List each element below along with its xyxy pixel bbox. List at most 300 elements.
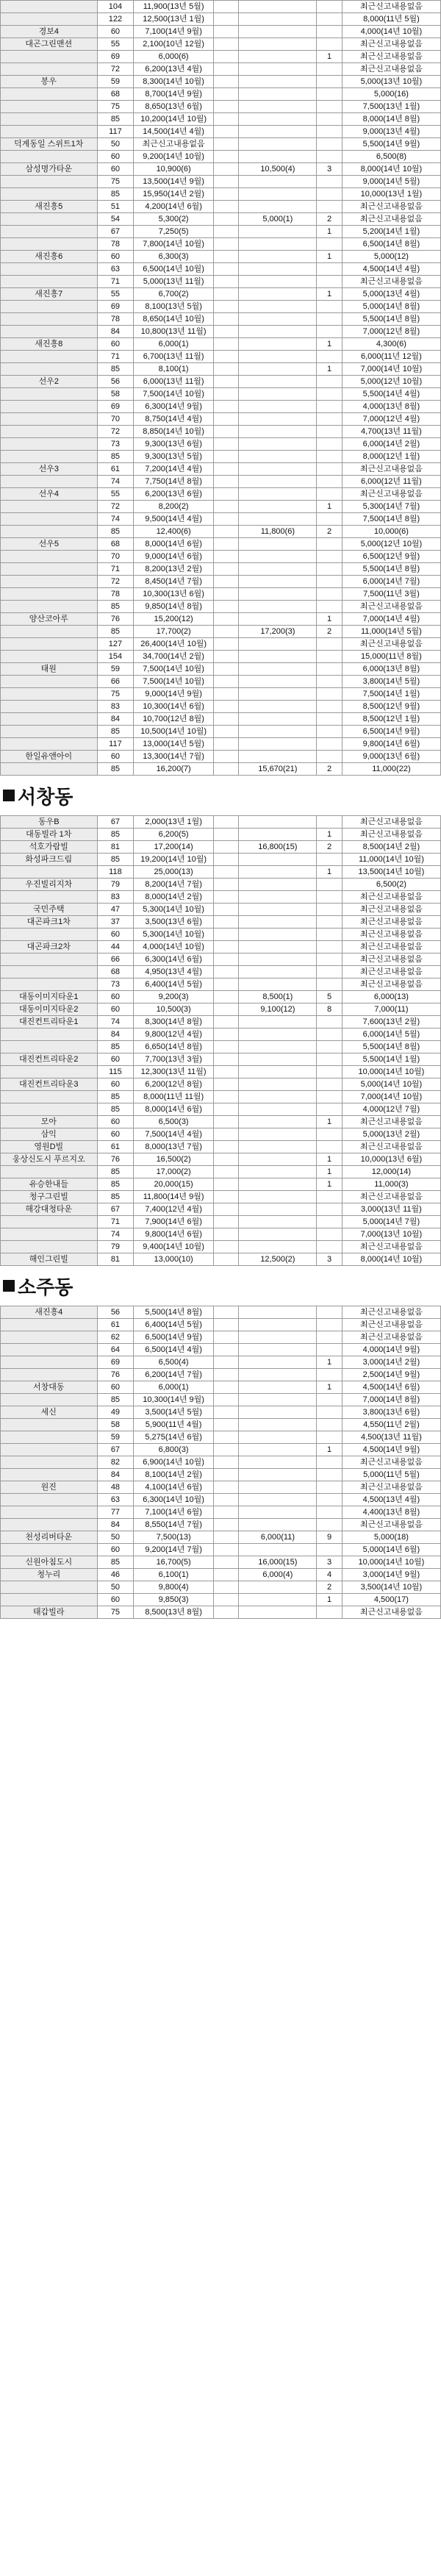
sale-price-cell: 8,550(14년 7월): [134, 1519, 214, 1531]
sale-count-cell: [213, 1456, 238, 1469]
complex-name: 천성리버타운: [1, 1531, 98, 1544]
area-cell: 60: [97, 163, 134, 176]
median-count-cell: [317, 1191, 342, 1203]
sale-price-cell: 10,700(12년 8월): [134, 713, 214, 726]
median-count-cell: 1: [317, 866, 342, 879]
sale-price-cell: 7,500(14년 10월): [134, 676, 214, 688]
sale-count-cell: [213, 51, 238, 63]
sale-count-cell: [213, 476, 238, 488]
median-price-cell: [239, 1431, 317, 1444]
table-row: [1, 676, 441, 688]
median-count-cell: 1: [317, 1381, 342, 1394]
lease-price-cell: 4,500(13년 11월): [342, 1431, 440, 1444]
table-row: [1, 1116, 441, 1128]
sale-count-cell: [213, 238, 238, 251]
table-row: [1, 1141, 441, 1153]
table-row: [1, 401, 441, 413]
median-count-cell: [317, 738, 342, 751]
complex-name: [1, 113, 98, 126]
median-price-cell: [239, 829, 317, 841]
median-price-cell: [239, 1141, 317, 1153]
lease-price-cell: 최근신고내용없음: [342, 1519, 440, 1531]
median-count-cell: [317, 1016, 342, 1028]
median-price-cell: [239, 663, 317, 676]
median-count-cell: [317, 929, 342, 941]
sale-price-cell: 8,000(13년 7월): [134, 1141, 214, 1153]
sale-price-cell: 8,700(14년 9월): [134, 88, 214, 101]
median-count-cell: [317, 413, 342, 426]
sale-price-cell: 34,700(14년 2월): [134, 651, 214, 663]
sale-price-cell: 13,500(14년 9월): [134, 176, 214, 188]
sale-count-cell: [213, 978, 238, 991]
complex-name: 웅상신도시 푸르지오: [1, 1153, 98, 1166]
table-row: [1, 288, 441, 301]
table-row: [1, 163, 441, 176]
area-cell: 67: [97, 1444, 134, 1456]
median-price-cell: [239, 1319, 317, 1331]
median-price-cell: [239, 251, 317, 263]
sale-price-cell: 9,850(3): [134, 1594, 214, 1606]
area-cell: 115: [97, 1066, 134, 1078]
lease-price-cell: 4,000(14년 9월): [342, 1344, 440, 1356]
sale-count-cell: [213, 1003, 238, 1016]
lease-price-cell: 최근신고내용없음: [342, 38, 440, 51]
median-count-cell: [317, 351, 342, 363]
median-count-cell: [317, 1406, 342, 1419]
lease-price-cell: 6,000(12년 11월): [342, 476, 440, 488]
sale-count-cell: [213, 188, 238, 201]
median-count-cell: [317, 1066, 342, 1078]
section-title: 서창동: [18, 785, 74, 808]
table-row: [1, 451, 441, 463]
complex-name: 국민주택: [1, 904, 98, 916]
median-count-cell: [317, 76, 342, 88]
complex-name: [1, 451, 98, 463]
table-row: [1, 1003, 441, 1016]
median-count-cell: [317, 451, 342, 463]
lease-price-cell: 최근신고내용없음: [342, 276, 440, 288]
lease-price-cell: 최근신고내용없음: [342, 891, 440, 904]
area-cell: 72: [97, 576, 134, 588]
complex-name: [1, 1594, 98, 1606]
sale-price-cell: 8,000(14년 6월): [134, 538, 214, 551]
table-row: [1, 1306, 441, 1319]
sale-count-cell: [213, 163, 238, 176]
complex-name: [1, 1331, 98, 1344]
median-price-cell: 10,500(4): [239, 163, 317, 176]
sale-count-cell: [213, 276, 238, 288]
sale-price-cell: 6,400(14년 5월): [134, 1319, 214, 1331]
area-cell: 75: [97, 176, 134, 188]
median-price-cell: [239, 451, 317, 463]
table-row: [1, 1519, 441, 1531]
area-cell: 75: [97, 1606, 134, 1619]
sale-price-cell: 7,500(14년 10월): [134, 663, 214, 676]
median-price-cell: [239, 816, 317, 829]
median-price-cell: [239, 476, 317, 488]
lease-price-cell: 4,500(14년 9월): [342, 1444, 440, 1456]
lease-price-cell: 7,500(14년 8월): [342, 513, 440, 526]
complex-name: [1, 1494, 98, 1506]
median-count-cell: 1: [317, 1178, 342, 1191]
lease-price-cell: 7,000(13년 10월): [342, 1228, 440, 1241]
table-row: [1, 1494, 441, 1506]
sale-count-cell: [213, 151, 238, 163]
sale-count-cell: [213, 1, 238, 13]
lease-price-cell: 2,500(14년 9월): [342, 1369, 440, 1381]
table-row: [1, 1228, 441, 1241]
sale-price-cell: 7,500(14년 10월): [134, 388, 214, 401]
area-cell: 85: [97, 113, 134, 126]
lease-price-cell: 5,500(14년 1월): [342, 1053, 440, 1066]
sale-price-cell: 5,300(14년 10월): [134, 929, 214, 941]
median-count-cell: [317, 638, 342, 651]
area-cell: 73: [97, 978, 134, 991]
median-price-cell: [239, 1041, 317, 1053]
lease-price-cell: 4,000(12년 7월): [342, 1103, 440, 1116]
median-price-cell: [239, 651, 317, 663]
lease-price-cell: 6,500(12년 9월): [342, 551, 440, 563]
complex-name: [1, 388, 98, 401]
area-cell: 61: [97, 463, 134, 476]
sale-count-cell: [213, 1506, 238, 1519]
sale-price-cell: 2,100(10년 12월): [134, 38, 214, 51]
table-row: [1, 1356, 441, 1369]
table-row: [1, 538, 441, 551]
sale-price-cell: 9,200(14년 7월): [134, 1544, 214, 1556]
area-cell: 68: [97, 88, 134, 101]
median-count-cell: 1: [317, 338, 342, 351]
sale-count-cell: [213, 501, 238, 513]
median-price-cell: [239, 563, 317, 576]
table-row: [1, 1, 441, 13]
lease-price-cell: 4,000(14년 10월): [342, 26, 440, 38]
sale-count-cell: [213, 363, 238, 376]
area-cell: 83: [97, 891, 134, 904]
table-row: [1, 88, 441, 101]
lease-price-cell: 6,500(14년 8월): [342, 238, 440, 251]
table-row: [1, 751, 441, 763]
complex-name: 우진빌리지차: [1, 879, 98, 891]
sale-price-cell: 3,500(14년 5월): [134, 1406, 214, 1419]
complex-name: 새진흥8: [1, 338, 98, 351]
median-count-cell: [317, 916, 342, 929]
sale-price-cell: 10,900(6): [134, 163, 214, 176]
price-table: [0, 815, 441, 1266]
area-cell: 60: [97, 751, 134, 763]
table-row: [1, 613, 441, 626]
sale-price-cell: 7,750(14년 8월): [134, 476, 214, 488]
area-cell: 66: [97, 676, 134, 688]
area-cell: 60: [97, 1544, 134, 1556]
sale-count-cell: [213, 401, 238, 413]
table-row: [1, 1569, 441, 1581]
sale-count-cell: [213, 38, 238, 51]
area-cell: 85: [97, 1191, 134, 1203]
sale-price-cell: 13,000(10): [134, 1253, 214, 1266]
lease-price-cell: 5,000(14년 10월): [342, 1078, 440, 1091]
median-price-cell: [239, 1344, 317, 1356]
median-price-cell: [239, 613, 317, 626]
table-row: [1, 1091, 441, 1103]
lease-price-cell: 11,000(14년 10월): [342, 854, 440, 866]
lease-price-cell: 최근신고내용없음: [342, 63, 440, 76]
sale-count-cell: [213, 1153, 238, 1166]
median-price-cell: 11,800(6): [239, 526, 317, 538]
median-price-cell: [239, 588, 317, 601]
area-cell: 70: [97, 551, 134, 563]
complex-name: 선우4: [1, 488, 98, 501]
median-price-cell: [239, 388, 317, 401]
lease-price-cell: 6,000(14년 7월): [342, 576, 440, 588]
complex-name: [1, 1369, 98, 1381]
complex-name: 원진: [1, 1481, 98, 1494]
complex-name: 신원아침도시: [1, 1556, 98, 1569]
sale-price-cell: 16,500(2): [134, 1153, 214, 1166]
median-count-cell: [317, 263, 342, 276]
complex-name: [1, 601, 98, 613]
lease-price-cell: 5,300(14년 7월): [342, 501, 440, 513]
table-row: [1, 1178, 441, 1191]
area-cell: 81: [97, 841, 134, 854]
sale-count-cell: [213, 1216, 238, 1228]
complex-name: 덕계동일 스위트1차: [1, 138, 98, 151]
sale-price-cell: 6,500(14년 10월): [134, 263, 214, 276]
median-price-cell: [239, 438, 317, 451]
sale-count-cell: [213, 1103, 238, 1116]
complex-name: [1, 263, 98, 276]
sale-price-cell: 8,200(13년 2월): [134, 563, 214, 576]
lease-price-cell: 10,000(14년 10월): [342, 1066, 440, 1078]
sale-count-cell: [213, 1319, 238, 1331]
sale-count-cell: [213, 904, 238, 916]
median-count-cell: [317, 1331, 342, 1344]
area-cell: 68: [97, 966, 134, 978]
sale-price-cell: 6,300(14년 9월): [134, 401, 214, 413]
table-row: [1, 1581, 441, 1594]
sale-price-cell: 8,100(14년 2월): [134, 1469, 214, 1481]
sale-price-cell: 6,500(14년 9월): [134, 1331, 214, 1344]
median-count-cell: [317, 904, 342, 916]
median-price-cell: [239, 738, 317, 751]
table-row: [1, 991, 441, 1003]
median-price-cell: [239, 13, 317, 26]
sale-count-cell: [213, 588, 238, 601]
median-count-cell: [317, 563, 342, 576]
area-cell: 85: [97, 763, 134, 776]
median-count-cell: [317, 313, 342, 326]
lease-price-cell: 8,000(14년 8월): [342, 113, 440, 126]
table-row: [1, 941, 441, 954]
sale-count-cell: [213, 251, 238, 263]
sale-price-cell: 9,800(4): [134, 1581, 214, 1594]
table-row: [1, 829, 441, 841]
median-price-cell: [239, 688, 317, 701]
lease-price-cell: 5,500(14년 8월): [342, 563, 440, 576]
lease-price-cell: 9,000(13년 4월): [342, 126, 440, 138]
sale-price-cell: 26,400(14년 10월): [134, 638, 214, 651]
sale-price-cell: 13,300(14년 7월): [134, 751, 214, 763]
sale-price-cell: 8,650(13년 6월): [134, 101, 214, 113]
table-row: [1, 526, 441, 538]
median-count-cell: 1: [317, 1153, 342, 1166]
table-row: [1, 138, 441, 151]
median-price-cell: [239, 113, 317, 126]
table-row: [1, 76, 441, 88]
area-cell: 84: [97, 326, 134, 338]
sale-count-cell: [213, 1394, 238, 1406]
sale-price-cell: 6,100(1): [134, 1569, 214, 1581]
median-price-cell: [239, 1066, 317, 1078]
area-cell: 60: [97, 338, 134, 351]
median-count-cell: [317, 26, 342, 38]
sale-count-cell: [213, 451, 238, 463]
sale-count-cell: [213, 413, 238, 426]
median-price-cell: [239, 351, 317, 363]
table-row: [1, 576, 441, 588]
area-cell: 50: [97, 138, 134, 151]
median-count-cell: [317, 1128, 342, 1141]
median-count-cell: 1: [317, 1594, 342, 1606]
median-price-cell: [239, 751, 317, 763]
median-count-cell: 3: [317, 1556, 342, 1569]
table-row: [1, 1319, 441, 1331]
area-cell: 55: [97, 38, 134, 51]
median-count-cell: [317, 88, 342, 101]
sale-price-cell: 10,500(14년 10월): [134, 726, 214, 738]
median-price-cell: [239, 1153, 317, 1166]
area-cell: 118: [97, 866, 134, 879]
table-row: [1, 26, 441, 38]
median-count-cell: [317, 1481, 342, 1494]
table-row: [1, 176, 441, 188]
median-count-cell: 1: [317, 288, 342, 301]
table-row: [1, 1331, 441, 1344]
area-cell: 85: [97, 188, 134, 201]
area-cell: 56: [97, 1306, 134, 1319]
median-price-cell: [239, 1128, 317, 1141]
complex-name: 청누리: [1, 1569, 98, 1581]
sale-count-cell: [213, 1519, 238, 1531]
complex-name: [1, 363, 98, 376]
median-price-cell: [239, 1594, 317, 1606]
complex-name: [1, 501, 98, 513]
median-count-cell: 1: [317, 251, 342, 263]
sale-count-cell: [213, 301, 238, 313]
area-cell: 60: [97, 1128, 134, 1141]
sale-price-cell: 8,200(14년 7월): [134, 879, 214, 891]
complex-name: 대곤파크1차: [1, 916, 98, 929]
sale-price-cell: 8,300(14년 10월): [134, 76, 214, 88]
median-count-cell: [317, 551, 342, 563]
sale-price-cell: 7,500(14년 4월): [134, 1128, 214, 1141]
median-price-cell: 16,000(15): [239, 1556, 317, 1569]
sale-price-cell: 8,000(14년 6월): [134, 1103, 214, 1116]
median-count-cell: [317, 1078, 342, 1091]
area-cell: 127: [97, 638, 134, 651]
complex-name: [1, 401, 98, 413]
median-price-cell: 17,200(3): [239, 626, 317, 638]
table-row: [1, 413, 441, 426]
complex-name: 선우3: [1, 463, 98, 476]
lease-price-cell: 8,000(14년 10월): [342, 163, 440, 176]
table-row: [1, 713, 441, 726]
table-row: [1, 854, 441, 866]
median-count-cell: [317, 1141, 342, 1153]
complex-name: [1, 978, 98, 991]
lease-price-cell: 5,000(14년 6월): [342, 1544, 440, 1556]
area-cell: 60: [97, 1116, 134, 1128]
lease-price-cell: 최근신고내용없음: [342, 904, 440, 916]
sale-price-cell: 5,000(13년 11월): [134, 276, 214, 288]
complex-name: [1, 638, 98, 651]
lease-price-cell: 최근신고내용없음: [342, 488, 440, 501]
median-price-cell: [239, 138, 317, 151]
area-cell: 85: [97, 363, 134, 376]
table-row: [1, 904, 441, 916]
median-price-cell: [239, 1369, 317, 1381]
sale-count-cell: [213, 854, 238, 866]
lease-price-cell: 최근신고내용없음: [342, 1116, 440, 1128]
median-price-cell: [239, 601, 317, 613]
median-price-cell: [239, 276, 317, 288]
area-cell: 75: [97, 688, 134, 701]
median-count-cell: [317, 388, 342, 401]
sale-count-cell: [213, 176, 238, 188]
median-price-cell: [239, 226, 317, 238]
section-title: 소주동: [18, 1276, 74, 1298]
table-row: [1, 338, 441, 351]
sale-count-cell: [213, 929, 238, 941]
complex-name: 세신: [1, 1406, 98, 1419]
table-row: [1, 113, 441, 126]
median-count-cell: [317, 1419, 342, 1431]
lease-price-cell: 최근신고내용없음: [342, 1331, 440, 1344]
area-cell: 64: [97, 1344, 134, 1356]
sale-price-cell: 6,300(14년 10월): [134, 1494, 214, 1506]
lease-price-cell: 4,500(14년 6월): [342, 1381, 440, 1394]
area-cell: 62: [97, 1331, 134, 1344]
lease-price-cell: 9,000(13년 6월): [342, 751, 440, 763]
area-cell: 85: [97, 1166, 134, 1178]
sale-price-cell: 17,000(2): [134, 1166, 214, 1178]
area-cell: 79: [97, 1241, 134, 1253]
complex-name: [1, 688, 98, 701]
table-row: [1, 1419, 441, 1431]
table-row: [1, 1531, 441, 1544]
sale-price-cell: 6,200(14년 7월): [134, 1369, 214, 1381]
area-cell: 69: [97, 1356, 134, 1369]
table-row: [1, 841, 441, 854]
median-price-cell: [239, 326, 317, 338]
area-cell: 76: [97, 1369, 134, 1381]
median-price-cell: [239, 513, 317, 526]
median-price-cell: [239, 288, 317, 301]
table-row: [1, 226, 441, 238]
sale-count-cell: [213, 763, 238, 776]
median-price-cell: [239, 1028, 317, 1041]
complex-name: 대곤파크2차: [1, 941, 98, 954]
sale-count-cell: [213, 1016, 238, 1028]
median-price-cell: [239, 1494, 317, 1506]
median-count-cell: [317, 701, 342, 713]
complex-name: [1, 701, 98, 713]
complex-name: [1, 151, 98, 163]
sale-count-cell: [213, 663, 238, 676]
table-row: [1, 929, 441, 941]
lease-price-cell: 6,000(11년 12월): [342, 351, 440, 363]
sale-count-cell: [213, 1331, 238, 1344]
